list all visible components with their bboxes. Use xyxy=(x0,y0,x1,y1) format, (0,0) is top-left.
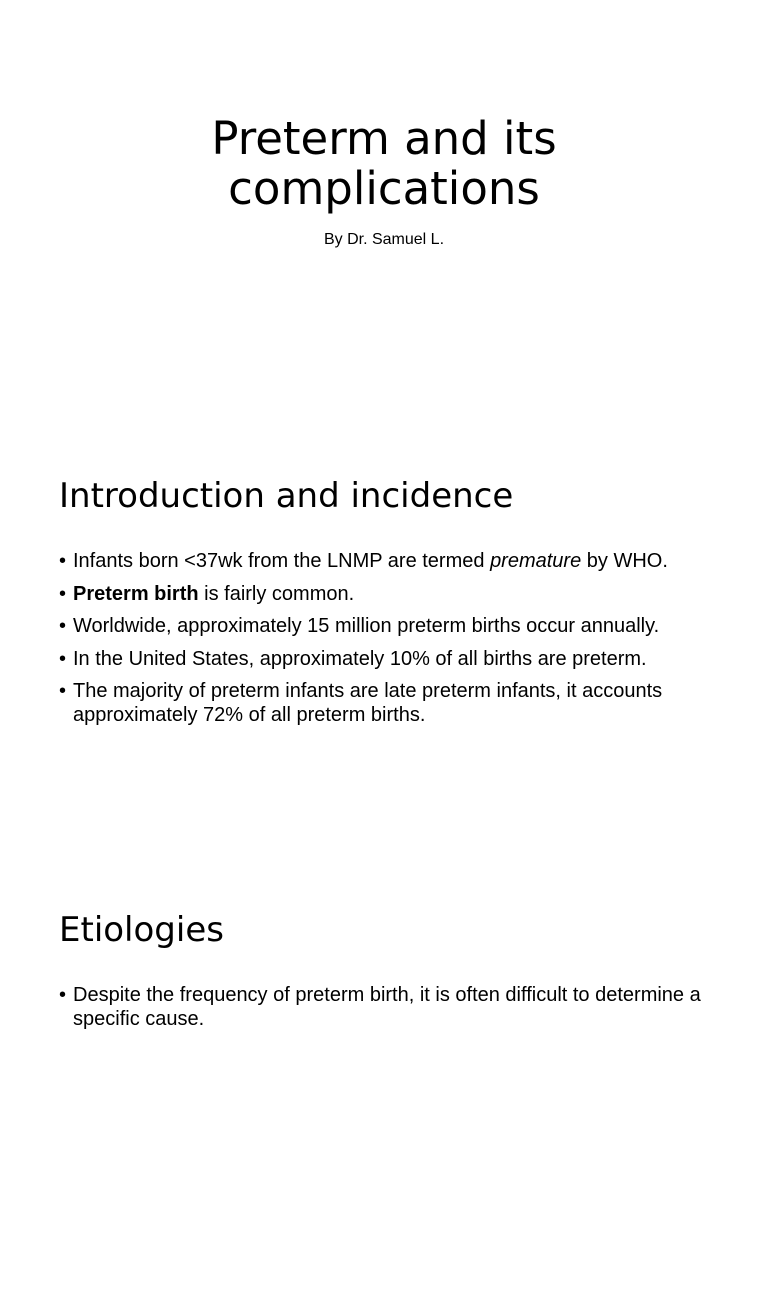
bullet-marker: • xyxy=(59,984,67,1006)
bullet-text: The majority of preterm infants are late preterm infants, it accounts approximately 72% of all preterm births. xyxy=(73,680,663,726)
bullet-text: is fairly common. xyxy=(198,582,355,605)
title-slide xyxy=(0,0,768,434)
title-line-2: complications xyxy=(228,162,540,215)
etiologies-slide xyxy=(0,868,768,1302)
list-item xyxy=(59,679,709,727)
introduction-slide xyxy=(0,434,768,868)
list-item xyxy=(59,614,709,638)
author-subtitle: By Dr. Samuel L. xyxy=(323,231,445,248)
bullet-text: Infants born <37wk from the LNMP are termed xyxy=(73,550,491,572)
title-line-1: Preterm and its xyxy=(211,112,557,165)
bullet-text: Worldwide, approximately 15 million preterm births occur annually. xyxy=(73,615,660,637)
list-item xyxy=(59,647,709,671)
bullet-marker: • xyxy=(59,550,67,572)
bullet-text: Despite the frequency of preterm birth, it is often difficult to determine a specific cause. xyxy=(73,984,701,1030)
intro-heading: Introduction and incidence xyxy=(59,476,514,516)
etiologies-heading: Etiologies xyxy=(59,910,224,950)
bullet-text: In the United States, approximately 10% of all births are preterm. xyxy=(73,647,647,670)
bullet-marker: • xyxy=(59,647,67,670)
bullet-marker: • xyxy=(59,615,67,637)
bullet-bold-term: Preterm birth xyxy=(73,582,199,605)
intro-bullet-list xyxy=(59,549,709,736)
list-item xyxy=(59,549,709,573)
bullet-marker: • xyxy=(59,582,67,605)
list-item xyxy=(59,582,709,606)
bullet-marker: • xyxy=(59,680,67,702)
presentation-title xyxy=(0,114,768,214)
etiologies-bullet-list xyxy=(59,983,709,1040)
bullet-emphasis: premature xyxy=(490,550,582,572)
bullet-text: by WHO. xyxy=(581,550,668,572)
